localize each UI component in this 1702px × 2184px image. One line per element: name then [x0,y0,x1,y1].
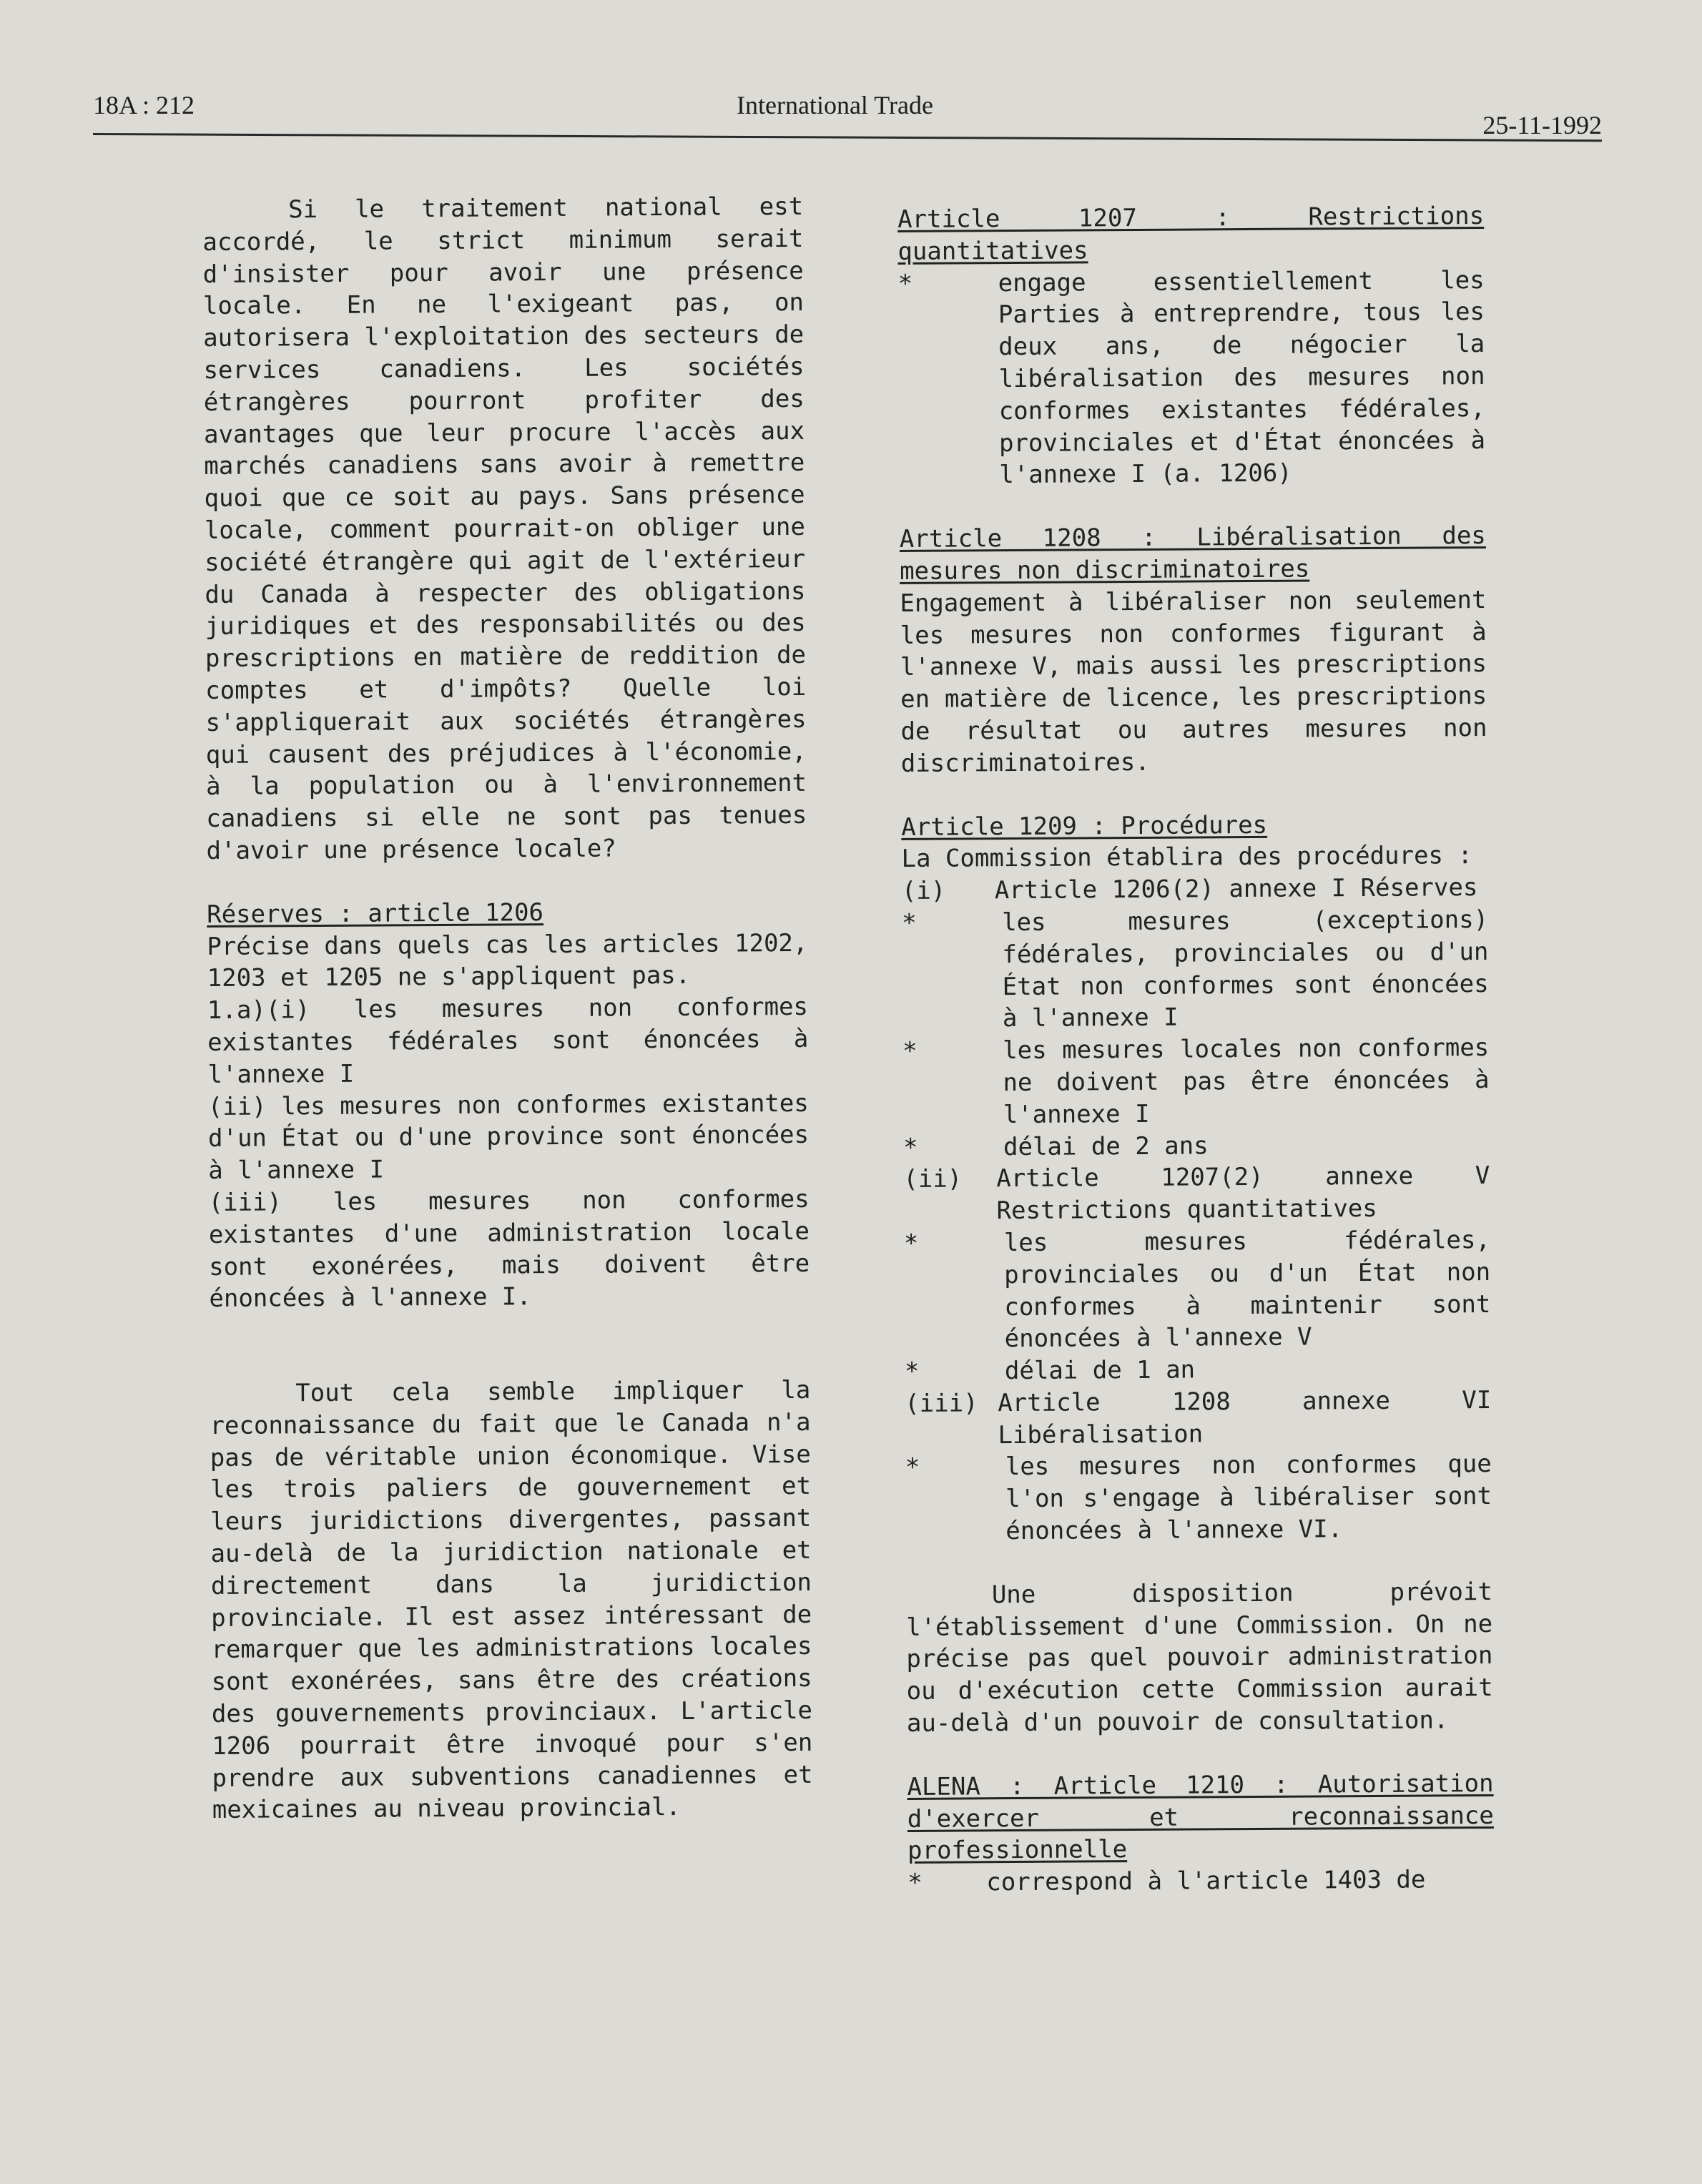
procedure-item-ii [903,1160,1490,1228]
bullet-item [903,1128,1490,1164]
heading-article-1209: Article 1209 : Procédures [901,810,1268,842]
bullet-text: les mesures locales non conformes ne doivent pas être énoncées à l'annexe I [1003,1033,1490,1129]
procedure-item-iii [905,1384,1492,1452]
page-header [93,84,1602,142]
running-title: International Trade [737,91,933,119]
header-date: 25-11-1992 [1482,111,1602,139]
bullet-mark: * [897,269,913,298]
bullet-item [905,1448,1492,1548]
procedure-text: Article 1206(2) annexe I Réserves [994,873,1478,905]
paragraph-article-1208: Engagement à libéraliser non seulement les mesures non conformes figurant à l'annexe V, mais aussi les prescriptions en matière de licence, les prescriptions de résultat ou autres mesures non discriminatoires. [900,585,1487,778]
reserves-item-3: (iii) les mesures non conformes existantes d'une administration locale sont exonérées, mais doivent être énoncées à l'annexe I. [208,1184,810,1314]
bullet-text: délai de 1 an [1004,1355,1196,1386]
bullet-mark: * [903,1229,919,1258]
bullet-mark: * [902,908,917,938]
procedure-text: Article 1207(2) annexe V Restrictions quantitatives [996,1161,1490,1226]
right-column [897,200,1494,1899]
bullet-text: les mesures (exceptions) fédérales, provinciales ou d'un État non conformes sont énoncées à l'annexe I [1002,905,1489,1033]
paragraph-commission: Une disposition prévoit l'établissement d'une Commission. On ne précise pas quel pouvoir administration ou d'exécution cette Commission aurait au-delà d'un pouvoir de consultation. [906,1577,1493,1738]
bullet-item [904,1224,1491,1356]
bullet-item [898,265,1486,493]
bullet-mark: * [902,1133,918,1162]
bullet-item [907,1864,1494,1899]
bullet-mark: * [902,1036,918,1066]
bullet-text: correspond à l'article 1403 de [986,1865,1426,1897]
bullet-item [905,1352,1491,1388]
paragraph-reserves: Précise dans quels cas les articles 1202, 1203 et 1205 ne s'appliquent pas. [207,928,808,993]
page-number: 18A : 212 [93,91,195,119]
procedure-label: (ii) [903,1164,963,1194]
heading-article-1208: Article 1208 : Libéralisation des mesures non discriminatoires [899,521,1486,586]
bullet-mark: * [904,1357,920,1387]
paragraph-union-economique: Tout cela semble impliquer la reconnaissance du fait que le Canada n'a pas de véritable union économique. Vise les trois paliers de gouvernement et leurs juridictions divergentes, passant au-delà de la juridiction nationale et directement dans la juridiction provinciale. Il est assez intéressant de remarquer que les administrations locales sont exonérées, sans être des créations des gouvernements provinciaux. L'article 1206 pourrait être invoqué pour s'en prendre aux subventions canadiennes et mexicaines au niveau provincial. [210,1375,813,1825]
bullet-text: les mesures non conformes que l'on s'engage à libéraliser sont énoncées à l'annexe VI. [1005,1450,1492,1546]
heading-reserves: Réserves : article 1206 [207,897,544,929]
heading-alena-1210: ALENA : Article 1210 : Autorisation d'exercer et reconnaissance professionnelle [907,1769,1494,1866]
paragraph-article-1209: La Commission établira des procédures : [901,841,1473,874]
procedure-label: (i) [901,876,946,906]
bullet-mark: * [907,1869,923,1898]
procedure-item-i [902,872,1488,907]
paragraph-presence-locale: Si le traitement national est accordé, le strict minimum serait d'insister pour avoir une présence locale. En ne l'exigeant pas, on autorisera l'exploitation des secteurs de services canadiens. Les sociétés étrangères pourront profiter des avantages que leur procure l'accès aux marchés canadiens sans avoir à remettre quoi que ce soit au pays. Sans présence locale, comment pourrait-on obliger une société étrangère qui agit de l'extérieur du Canada à respecter des obligations juridiques et des responsabilités ou des prescriptions en matière de reddition de comptes et d'impôts? Quelle loi s'appliquerait aux sociétés étrangères qui causent des préjudices à l'économie, à la population ou à l'environnement canadiens si elle ne sont pas tenues d'avoir une présence locale? [202,192,807,865]
bullet-text: engage essentiellement les Parties à entreprendre, tous les deux ans, de négocier la libéralisation des mesures non conformes existantes fédérales, provinciales et d'État énoncées à l'annexe I (a. 1206) [998,265,1486,490]
bullet-mark: * [905,1453,920,1482]
procedure-text: Article 1208 annexe VI Libéralisation [998,1385,1492,1450]
bullet-item [902,1032,1490,1131]
left-column [202,191,813,1826]
bullet-text: les mesures fédérales, provinciales ou d'un État non conformes à maintenir sont énoncées à l'annexe V [1003,1225,1491,1354]
bullet-text: délai de 2 ans [1003,1131,1209,1161]
reserves-item-2: (ii) les mesures non conformes existantes d'un État ou d'une province sont énoncées à l'annexe I [207,1088,810,1186]
heading-article-1207: Article 1207 : Restrictions quantitatives [897,201,1485,266]
bullet-item [902,904,1489,1036]
reserves-item-1: 1.a)(i) les mesures non conformes existantes fédérales sont énoncées à l'annexe I [207,992,809,1089]
procedure-label: (iii) [905,1389,978,1418]
